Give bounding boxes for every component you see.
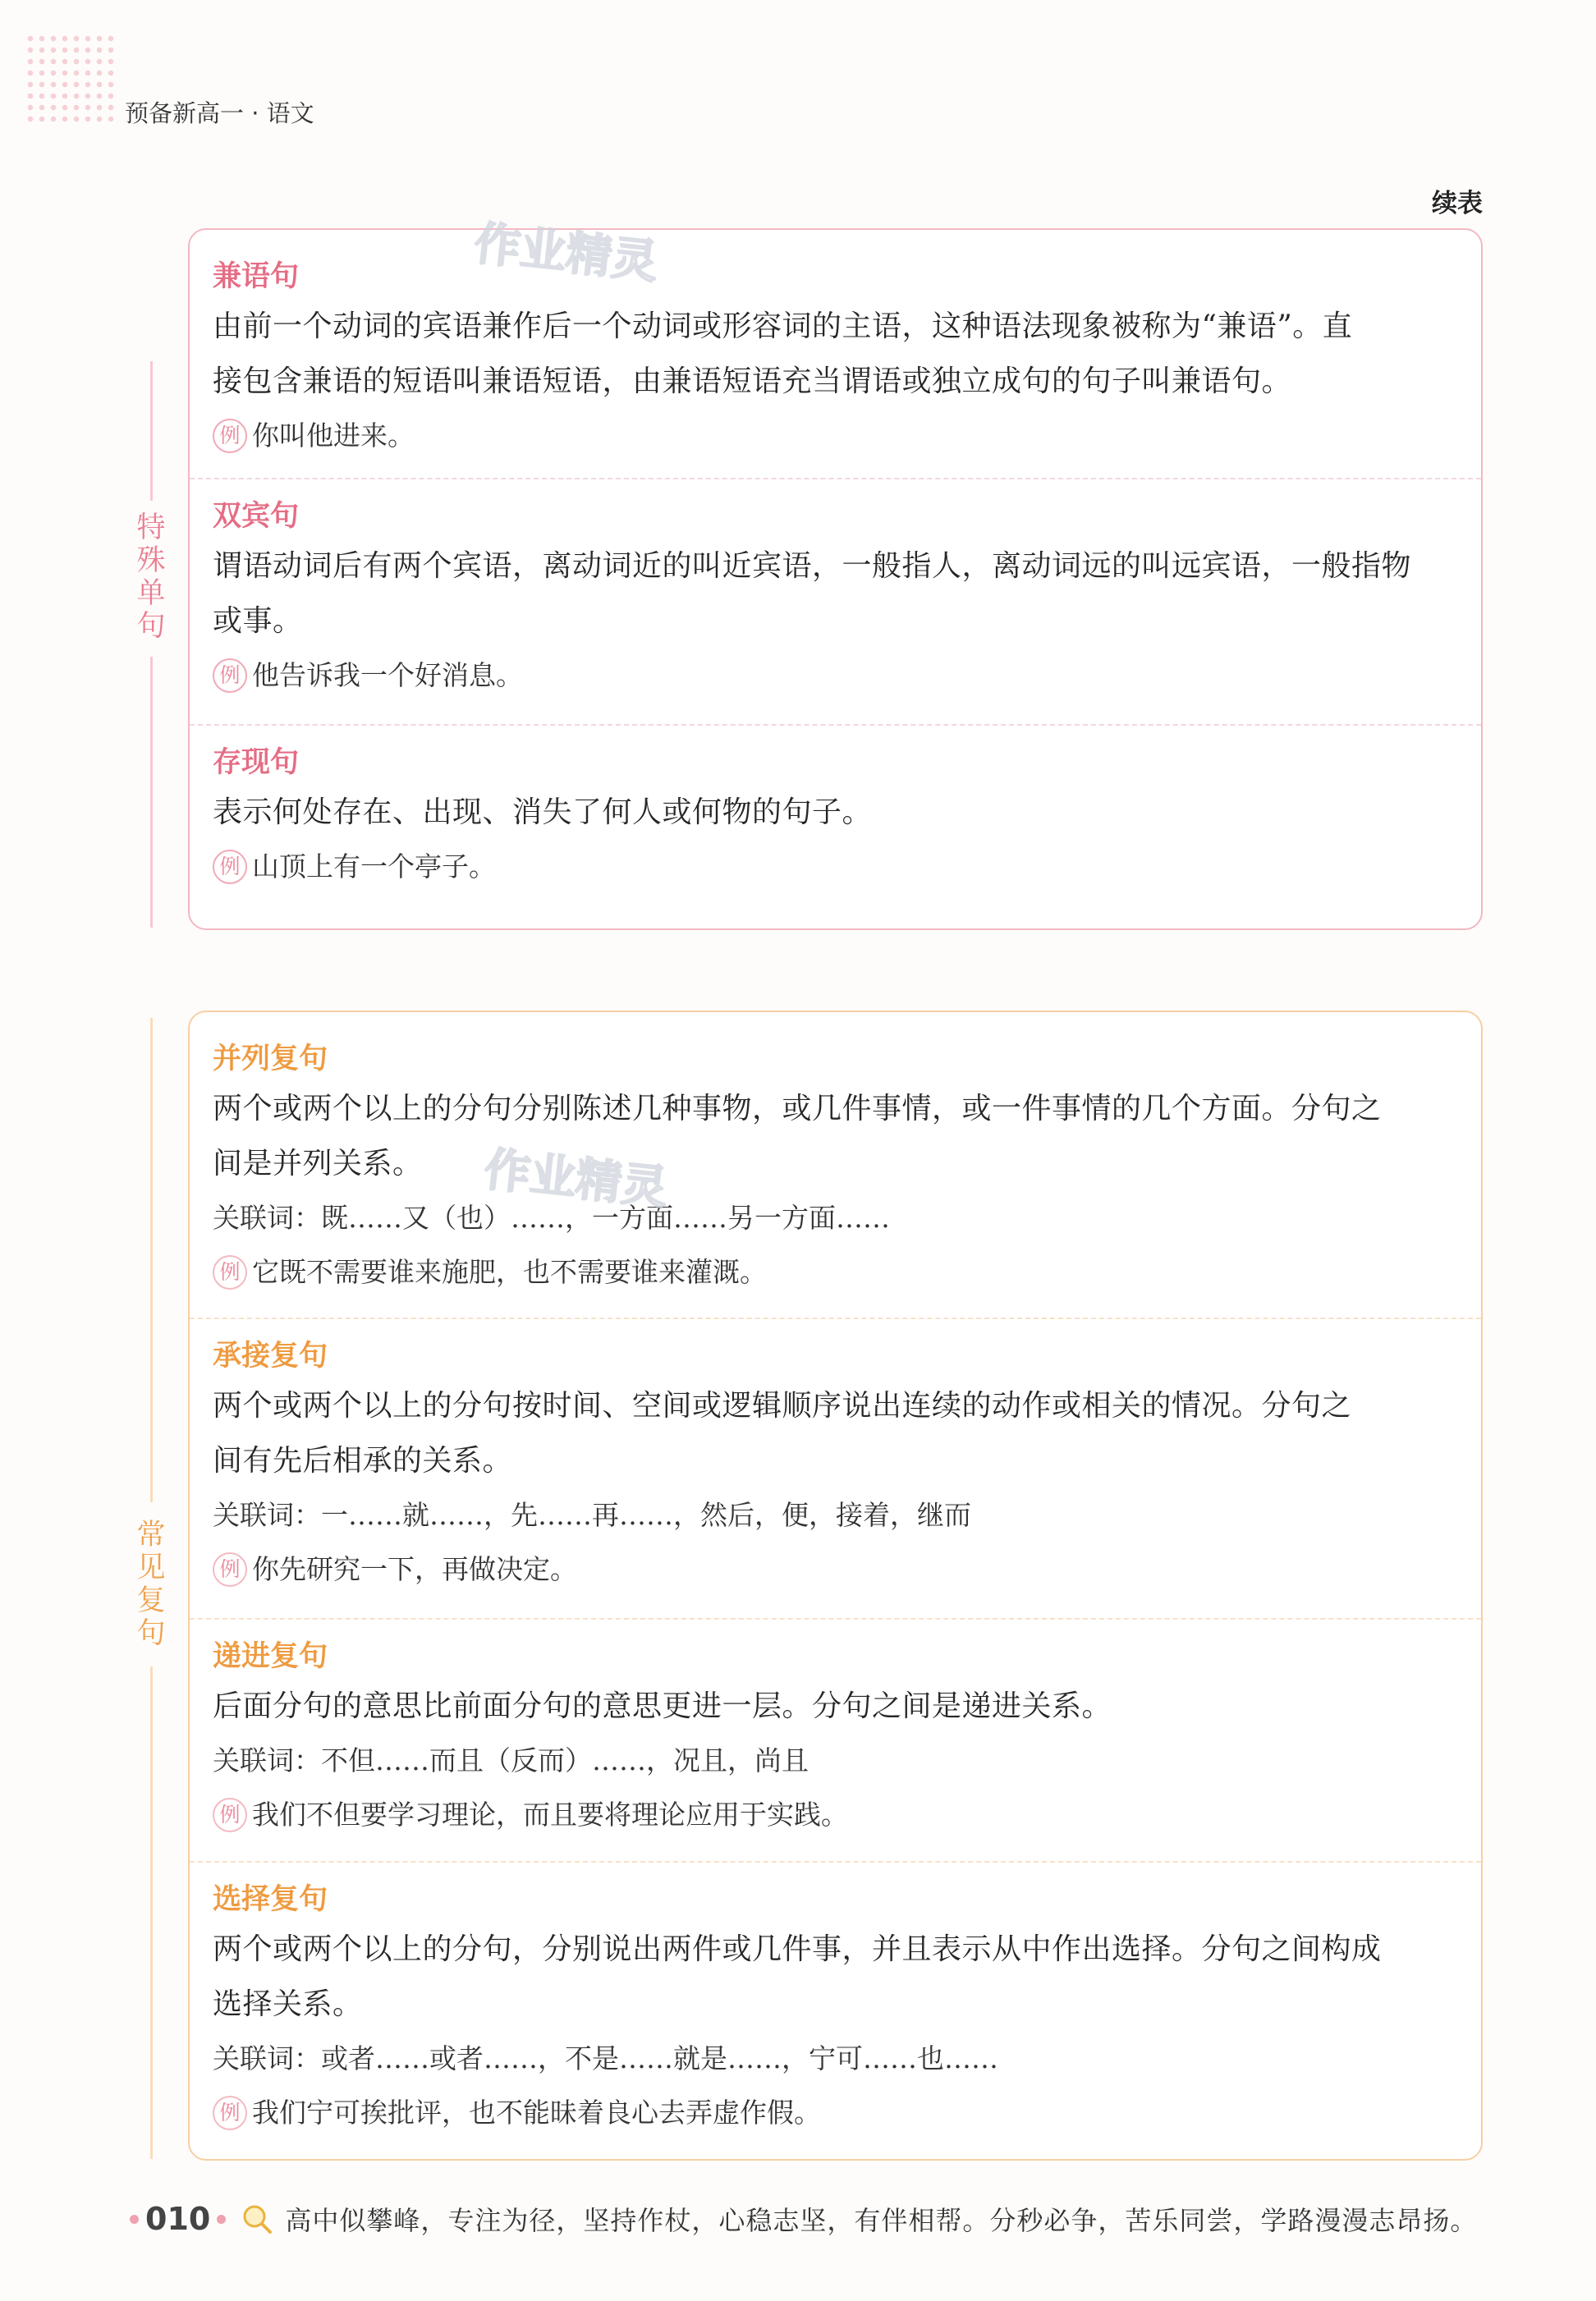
section-binglie bbox=[190, 1012, 1481, 1318]
example-badge-icon: 例 bbox=[213, 850, 247, 884]
example-sentence bbox=[213, 1788, 1458, 1842]
example-text: 他告诉我一个好消息。 bbox=[252, 659, 523, 691]
special-sentences-table bbox=[188, 228, 1483, 930]
example-badge-icon: 例 bbox=[213, 2096, 247, 2130]
example-text: 我们不但要学习理论，而且要将理论应用于实践。 bbox=[252, 1799, 848, 1831]
example-text: 你叫他进来。 bbox=[252, 419, 415, 451]
example-sentence bbox=[213, 1542, 1458, 1597]
section-title: 承接复句 bbox=[213, 1340, 328, 1373]
section-definition-line: 由前一个动词的宾语兼作后一个动词或形容词的主语，这种语法现象被称为“兼语”。直 bbox=[213, 309, 1353, 343]
section-definition-line: 两个或两个以上的分句分别陈述几种事物，或几件事情，或一件事情的几个方面。分句之 bbox=[213, 1092, 1382, 1125]
conjunction-list: 关联词：一……就……，先……再……，然后，便，接着，继而 bbox=[213, 1499, 971, 1531]
example-sentence bbox=[213, 2086, 1458, 2140]
example-badge-icon: 例 bbox=[213, 658, 247, 693]
section-definition-line: 间是并列关系。 bbox=[213, 1147, 423, 1180]
page-footer bbox=[123, 2200, 1477, 2238]
watermark: 作业精灵 bbox=[481, 1143, 671, 1216]
section-cunxian bbox=[190, 724, 1481, 894]
section-definition-line: 或事。 bbox=[213, 604, 303, 638]
section-definition-line: 谓语动词后有两个宾语，离动词近的叫近宾语，一般指人，离动词远的叫远宾语，一般指物 bbox=[213, 549, 1412, 583]
conjunction-list: 关联词：不但……而且（反而）……，况且，尚且 bbox=[213, 1744, 809, 1776]
page-number: 010 bbox=[145, 2201, 211, 2237]
section-title: 兼语句 bbox=[213, 260, 300, 293]
section-definition-line: 两个或两个以上的分句按时间、空间或逻辑顺序说出连续的动作或相关的情况。分句之 bbox=[213, 1389, 1352, 1423]
side-accent-line bbox=[150, 361, 153, 501]
section-shuangbin bbox=[190, 478, 1481, 724]
side-accent-line bbox=[150, 1666, 153, 2159]
continued-table-label: 续表 bbox=[1432, 189, 1483, 218]
running-header: 预备新高一 · 语文 bbox=[125, 99, 314, 127]
group-label-text: 常见复句 bbox=[136, 1519, 166, 1650]
section-definition-line: 间有先后相承的关系。 bbox=[213, 1444, 513, 1478]
watermark: 作业精灵 bbox=[471, 217, 661, 290]
example-sentence bbox=[213, 840, 1458, 894]
complex-sentences-table bbox=[188, 1011, 1483, 2161]
group-label-special-sentences bbox=[135, 511, 167, 643]
section-definition-line: 接包含兼语的短语叫兼语短语，由兼语短语充当谓语或独立成句的句子叫兼语句。 bbox=[213, 364, 1292, 398]
footer-motto: 高中似攀峰，专注为径，坚持作杖，心稳志坚，有伴相帮。分秒必争，苦乐同尝，学路漫漫志昂扬。 bbox=[285, 2205, 1478, 2236]
section-xuanze bbox=[190, 1861, 1481, 2140]
example-sentence bbox=[213, 649, 1458, 703]
example-badge-icon: 例 bbox=[213, 1552, 247, 1587]
section-jianyu bbox=[190, 230, 1481, 478]
example-text: 山顶上有一个亭子。 bbox=[252, 850, 496, 882]
bullet-dot-icon bbox=[130, 2215, 139, 2224]
example-sentence bbox=[213, 409, 1458, 463]
section-title: 递进复句 bbox=[213, 1640, 328, 1673]
example-text: 它既不需要谁来施肥，也不需要谁来灌溉。 bbox=[252, 1256, 767, 1288]
conjunction-list: 关联词：既……又（也）……，一方面……另一方面…… bbox=[213, 1202, 890, 1234]
section-title: 存现句 bbox=[213, 746, 300, 779]
conjunction-list: 关联词：或者……或者……，不是……就是……，宁可……也…… bbox=[213, 2042, 998, 2074]
example-badge-icon: 例 bbox=[213, 1255, 247, 1290]
section-title: 选择复句 bbox=[213, 1883, 328, 1916]
side-accent-line bbox=[150, 657, 153, 928]
example-sentence bbox=[213, 1245, 1458, 1299]
section-definition-line: 表示何处存在、出现、消失了何人或何物的句子。 bbox=[213, 795, 873, 829]
example-badge-icon: 例 bbox=[213, 419, 247, 453]
section-definition-line: 选择关系。 bbox=[213, 1987, 363, 2021]
example-text: 我们宁可挨批评，也不能昧着良心去弄虚作假。 bbox=[252, 2097, 821, 2129]
section-definition-line: 两个或两个以上的分句，分别说出两件或几件事，并且表示从中作出选择。分句之间构成 bbox=[213, 1932, 1382, 1966]
example-text: 你先研究一下，再做决定。 bbox=[252, 1553, 577, 1585]
bullet-dot-icon bbox=[217, 2215, 226, 2224]
section-definition-line: 后面分句的意思比前面分句的意思更进一层。分句之间是递进关系。 bbox=[213, 1689, 1112, 1723]
group-label-common-complex-sentences bbox=[135, 1519, 167, 1650]
magnifier-icon bbox=[241, 2202, 273, 2235]
section-chengjie bbox=[190, 1318, 1481, 1618]
section-dijin bbox=[190, 1618, 1481, 1861]
section-title: 并列复句 bbox=[213, 1043, 328, 1075]
decorative-dot-grid bbox=[25, 33, 115, 123]
section-title: 双宾句 bbox=[213, 500, 300, 533]
side-accent-line bbox=[150, 1018, 153, 1502]
example-badge-icon: 例 bbox=[213, 1798, 247, 1832]
group-label-text: 特殊单句 bbox=[136, 511, 166, 643]
